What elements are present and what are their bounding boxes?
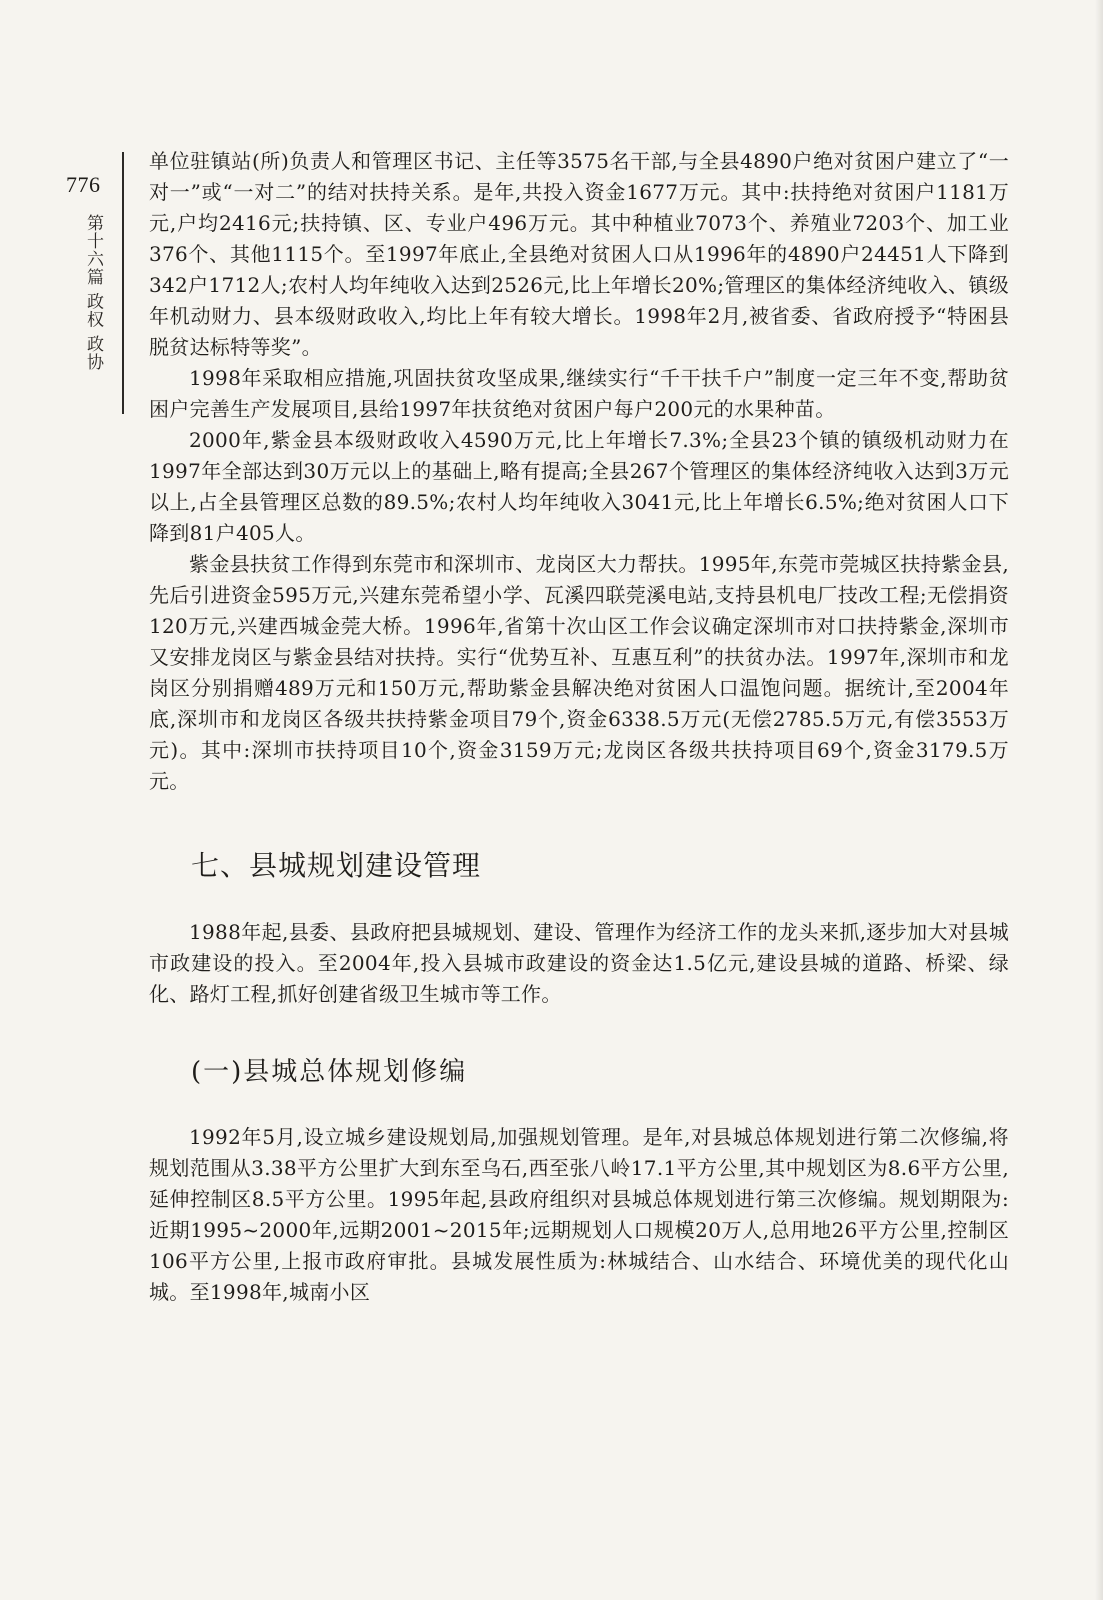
- subsection-paragraph: 1992年5月,设立城乡建设规划局,加强规划管理。是年,对县城总体规划进行第二次修编,将规划范围从3.38平方公里扩大到东至乌石,西至张八岭17.1平方公里,其中规划区为8.6平方公里,延伸控制区8.5平方公里。1995年起,县政府组织对县城总体规划进行第三次修编。规划期限为:近期1995~2000年,远期2001~2015年;远期规划人口规模20万人,总用地26平方公里,控制区106平方公里,上报市政府审批。县城发展性质为:林城结合、山水结合、环境优美的现代化山城。至1998年,城南小区: [149, 1125, 1009, 1304]
- subsection-heading: (一)县城总体规划修编: [191, 1057, 468, 1087]
- body-paragraph: 2000年,紫金县本级财政收入4590万元,比上年增长7.3%;全县23个镇的镇级机动财力在1997年全部达到30万元以上的基础上,略有提高;全县267个管理区的集体经济纯收入达到3万元以上,占全县管理区总数的89.5%;农村人均年纯收入3041元,比上年增长6.5%;绝对贫困人口下降到81户405人。: [149, 428, 1009, 545]
- margin-divider: [122, 152, 124, 414]
- page-edge-shadow: [1095, 0, 1103, 1600]
- body-paragraph: 紫金县扶贫工作得到东莞市和深圳市、龙岗区大力帮扶。1995年,东莞市莞城区扶持紫金县,先后引进资金595万元,兴建东莞希望小学、瓦溪四联莞溪电站,支持县机电厂技改工程;无偿捐资120万元,兴建西城金莞大桥。1996年,省第十次山区工作会议确定深圳市对口扶持紫金,深圳市又安排龙岗区与紫金县结对扶持。实行“优势互补、互惠互利”的扶贫办法。1997年,深圳市和龙岗区分别捐赠489万元和150万元,帮助紫金县解决绝对贫困人口温饱问题。据统计,至2004年底,深圳市和龙岗区各级共扶持紫金项目79个,资金6338.5万元(无偿2785.5万元,有偿3553万元)。其中:深圳市扶持项目10个,资金3159万元;龙岗区各级共扶持项目69个,资金3179.5万元。: [149, 552, 1009, 793]
- page-body: [149, 146, 1009, 1308]
- section-intro-paragraph: 1988年起,县委、县政府把县城规划、建设、管理作为经济工作的龙头来抓,逐步加大对县城市政建设的投入。至2004年,投入县城市政建设的资金达1.5亿元,建设县城的道路、桥梁、绿化、路灯工程,抓好创建省级卫生城市等工作。: [149, 920, 1009, 1006]
- chapter-side-label: 第十六篇 政权 政协: [83, 214, 103, 371]
- body-paragraph: 1998年采取相应措施,巩固扶贫攻坚成果,继续实行“千干扶千户”制度一定三年不变,帮助贫困户完善生产发展项目,县给1997年扶贫绝对贫困户每户200元的水果种苗。: [149, 366, 1009, 421]
- section-heading: 七、县城规划建设管理: [191, 849, 482, 882]
- body-paragraph: 单位驻镇站(所)负责人和管理区书记、主任等3575名干部,与全县4890户绝对贫困户建立了“一对一”或“一对二”的结对扶持关系。是年,共投入资金1677万元。其中:扶持绝对贫困户1181万元,户均2416元;扶持镇、区、专业户496万元。其中种植业7073个、养殖业7203个、加工业376个、其他1115个。至1997年底止,全县绝对贫困人口从1996年的4890户24451人下降到342户1712人;农村人均年纯收入达到2526元,比上年增长20%;管理区的集体经济纯收入、镇级年机动财力、县本级财政收入,均比上年有较大增长。1998年2月,被省委、省政府授予“特困县脱贫达标特等奖”。: [149, 149, 1009, 359]
- page-number: 776: [66, 172, 101, 197]
